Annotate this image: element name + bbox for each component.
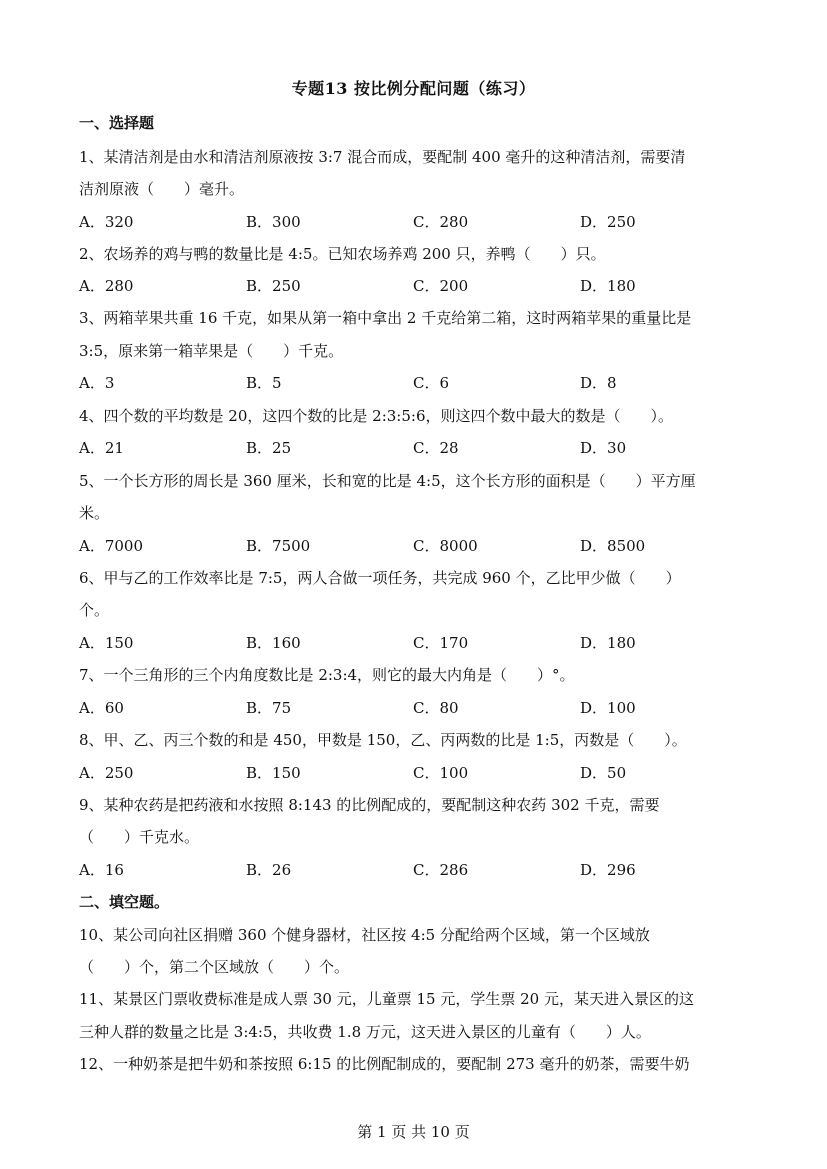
page-title: 专题13 按比例分配问题（练习） [291,79,536,98]
question-8-option-b: B．150 [246,764,301,782]
question-3-text-cont: 3:5，原来第一箱苹果是（ ）千克。 [79,342,344,360]
question-12-text: 12、一种奶茶是把牛奶和茶按照 6:15 的比例配制成的，要配制 273 毫升的奶茶，需要牛奶 [79,1055,690,1073]
question-11-text: 11、某景区门票收费标准是成人票 30 元，儿童票 15 元，学生票 20 元，某天进入景区的这 [79,990,694,1008]
question-7-option-b: B．75 [246,699,292,717]
question-9-option-b: B．26 [246,861,292,879]
page-footer: 第 1 页 共 10 页 [357,1123,470,1141]
question-2-option-b: B．250 [246,277,301,295]
question-6-option-d: D．180 [580,634,636,652]
question-7-text: 7、一个三角形的三个内角度数比是 2:3:4，则它的最大内角是（ ）°。 [79,666,575,684]
question-1-text-cont: 洁剂原液（ ）毫升。 [79,180,245,198]
question-9-option-a: A．16 [79,861,124,879]
question-6-text-cont: 个。 [79,601,110,619]
question-6-option-b: B．160 [246,634,301,652]
question-5-text-cont: 米。 [79,504,110,522]
question-6-text: 6、甲与乙的工作效率比是 7:5，两人合做一项任务，共完成 960 个，乙比甲少做（ ） [79,569,681,587]
question-2-option-a: A．280 [79,277,134,295]
question-11-text-cont: 三种人群的数量之比是 3:4:5，共收费 1.8 万元，这天进入景区的儿童有（ ）人。 [79,1023,651,1041]
question-9-option-c: C．286 [413,861,469,879]
question-1-option-b: B．300 [246,213,301,231]
question-1-option-a: A．320 [79,213,134,231]
question-3-option-a: A．3 [79,374,115,392]
question-1-option-c: C．280 [413,213,469,231]
question-4-text: 4、四个数的平均数是 20，这四个数的比是 2:3:5:6，则这四个数中最大的数是（ ）。 [79,407,674,425]
question-2-text: 2、农场养的鸡与鸭的数量比是 4:5。已知农场养鸡 200 只，养鸭（ ）只。 [79,245,606,263]
question-5-option-c: C．8000 [413,537,478,555]
question-1-option-d: D．250 [580,213,636,231]
section-fill-heading: 二、填空题。 [79,893,170,911]
question-8-option-a: A．250 [79,764,134,782]
question-5-option-d: D．8500 [580,537,646,555]
question-1-text: 1、某清洁剂是由水和清洁剂原液按 3:7 混合而成，要配制 400 毫升的这种清洁剂，需要清 [79,148,686,166]
question-3-option-c: C．6 [413,374,450,392]
question-8-text: 8、甲、乙、丙三个数的和是 450，甲数是 150，乙、丙两数的比是 1:5，丙数是（ ）。 [79,731,687,749]
question-5-option-b: B．7500 [246,537,311,555]
question-2-option-d: D．180 [580,277,636,295]
question-7-option-a: A．60 [79,699,124,717]
question-3-option-b: B．5 [246,374,282,392]
question-9-option-d: D．296 [580,861,636,879]
question-6-option-a: A．150 [79,634,134,652]
question-5-text: 5、一个长方形的周长是 360 厘米，长和宽的比是 4:5，这个长方形的面积是（ ）平方厘 [79,472,696,490]
question-4-option-c: C．28 [413,439,459,457]
question-9-text-cont: （ ）千克水。 [79,828,200,846]
section-choice-heading: 一、选择题 [79,114,155,132]
question-5-option-a: A．7000 [79,537,144,555]
question-8-option-d: D．50 [580,764,627,782]
question-10-text-cont: （ ）个，第二个区域放（ ）个。 [79,958,350,976]
question-6-option-c: C．170 [413,634,469,652]
question-9-text: 9、某种农药是把药液和水按照 8:143 的比例配成的，要配制这种农药 302 千克，需要 [79,796,660,814]
question-3-option-d: D．8 [580,374,617,392]
question-4-option-d: D．30 [580,439,627,457]
question-3-text: 3、两箱苹果共重 16 千克，如果从第一箱中拿出 2 千克给第二箱，这时两箱苹果的重量比是 [79,309,692,327]
question-4-option-b: B．25 [246,439,292,457]
question-10-text: 10、某公司向社区捐赠 360 个健身器材，社区按 4:5 分配给两个区域，第一个区域放 [79,926,650,944]
question-4-option-a: A．21 [79,439,124,457]
question-2-option-c: C．200 [413,277,469,295]
question-7-option-c: C．80 [413,699,459,717]
question-8-option-c: C．100 [413,764,469,782]
question-7-option-d: D．100 [580,699,636,717]
